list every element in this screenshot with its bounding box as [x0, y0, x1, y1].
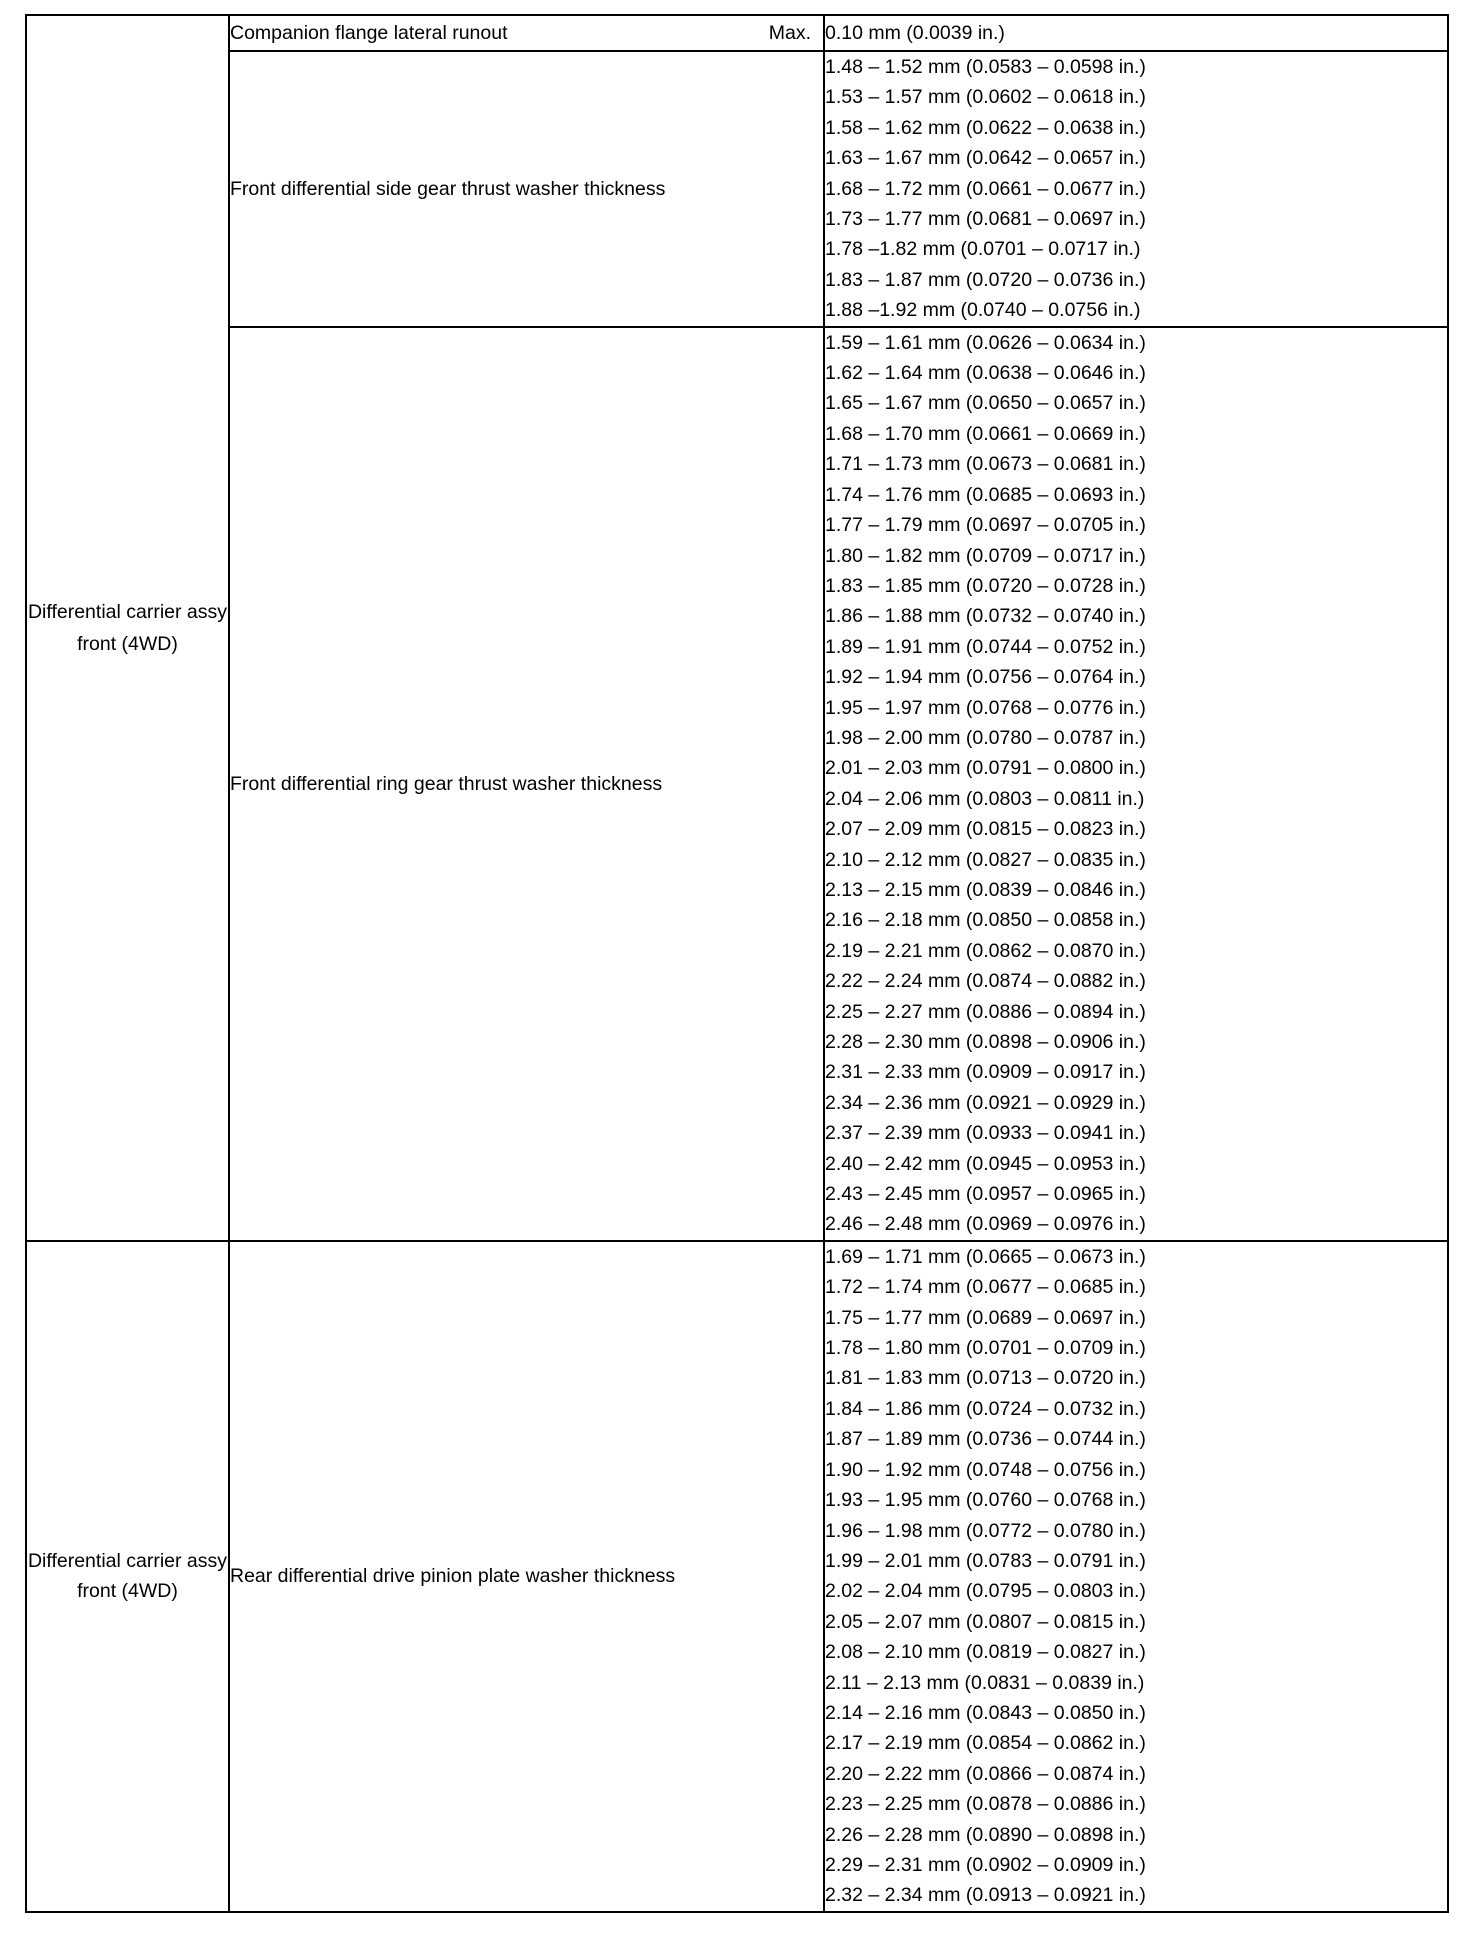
value-line: 1.53 – 1.57 mm (0.0602 – 0.0618 in.) [825, 86, 1146, 109]
component-cell: Differential carrier assy front (4WD) [26, 1241, 229, 1912]
value-line: 2.16 – 2.18 mm (0.0850 – 0.0858 in.) [825, 909, 1146, 932]
value-line: 1.48 – 1.52 mm (0.0583 – 0.0598 in.) [825, 56, 1146, 78]
item-qualifier: Max. [768, 22, 811, 44]
value-line: 2.46 – 2.48 mm (0.0969 – 0.0976 in.) [825, 1213, 1146, 1236]
item-label: Companion flange lateral runout [230, 22, 508, 44]
table-row [26, 327, 1448, 1241]
value-line: 2.07 – 2.09 mm (0.0815 – 0.0823 in.) [825, 818, 1146, 841]
value-line: 2.13 – 2.15 mm (0.0839 – 0.0846 in.) [825, 878, 1146, 901]
value-line: 1.68 – 1.70 mm (0.0661 – 0.0669 in.) [825, 422, 1146, 445]
value-line: 2.01 – 2.03 mm (0.0791 – 0.0800 in.) [825, 757, 1146, 780]
value-line: 2.23 – 2.25 mm (0.0878 – 0.0886 in.) [825, 1793, 1146, 1816]
value-line: 1.62 – 1.64 mm (0.0638 – 0.0646 in.) [825, 362, 1146, 385]
value-line: 2.31 – 2.33 mm (0.0909 – 0.0917 in.) [825, 1061, 1146, 1084]
table-row [26, 1241, 1448, 1912]
item-cell: Rear differential drive pinion plate washer thickness [229, 1241, 824, 1912]
value-line: 2.32 – 2.34 mm (0.0913 – 0.0921 in.) [825, 1884, 1146, 1907]
value-line: 1.69 – 1.71 mm (0.0665 – 0.0673 in.) [825, 1245, 1146, 1268]
value-line: 2.11 – 2.13 mm (0.0831 – 0.0839 in.) [825, 1671, 1145, 1694]
item-cell: Front differential side gear thrust washer thickness [229, 51, 824, 327]
value-line: 2.40 – 2.42 mm (0.0945 – 0.0953 in.) [825, 1152, 1146, 1175]
value-line: 1.95 – 1.97 mm (0.0768 – 0.0776 in.) [825, 696, 1146, 719]
table-row [26, 51, 1448, 327]
value-line: 2.20 – 2.22 mm (0.0866 – 0.0874 in.) [825, 1762, 1146, 1785]
value-line: 1.78 – 1.80 mm (0.0701 – 0.0709 in.) [825, 1337, 1146, 1360]
value-line: 2.25 – 2.27 mm (0.0886 – 0.0894 in.) [825, 1000, 1146, 1023]
value-line: 2.08 – 2.10 mm (0.0819 – 0.0827 in.) [825, 1641, 1146, 1664]
value-line: 2.17 – 2.19 mm (0.0854 – 0.0862 in.) [825, 1732, 1146, 1755]
value-line: 1.74 – 1.76 mm (0.0685 – 0.0693 in.) [825, 483, 1146, 506]
value-line: 1.98 – 2.00 mm (0.0780 – 0.0787 in.) [825, 726, 1146, 749]
value-line: 1.86 – 1.88 mm (0.0732 – 0.0740 in.) [825, 605, 1146, 628]
table-row [26, 15, 1448, 51]
value-line: 1.75 – 1.77 mm (0.0689 – 0.0697 in.) [825, 1306, 1146, 1329]
value-line: 1.89 – 1.91 mm (0.0744 – 0.0752 in.) [825, 635, 1146, 658]
value-line: 1.90 – 1.92 mm (0.0748 – 0.0756 in.) [825, 1458, 1146, 1481]
value-line: 1.84 – 1.86 mm (0.0724 – 0.0732 in.) [825, 1397, 1146, 1420]
component-cell: Differential carrier assy front (4WD) [26, 15, 229, 1241]
value-list [824, 51, 1448, 327]
value-line: 2.37 – 2.39 mm (0.0933 – 0.0941 in.) [825, 1122, 1146, 1145]
value-line: 1.72 – 1.74 mm (0.0677 – 0.0685 in.) [825, 1276, 1146, 1299]
value-line: 2.34 – 2.36 mm (0.0921 – 0.0929 in.) [825, 1091, 1146, 1114]
value-line: 2.29 – 2.31 mm (0.0902 – 0.0909 in.) [825, 1853, 1146, 1876]
value-line: 1.58 – 1.62 mm (0.0622 – 0.0638 in.) [825, 116, 1146, 139]
value-line: 1.83 – 1.87 mm (0.0720 – 0.0736 in.) [825, 268, 1146, 291]
value-line: 2.28 – 2.30 mm (0.0898 – 0.0906 in.) [825, 1031, 1146, 1053]
value-line: 1.81 – 1.83 mm (0.0713 – 0.0720 in.) [825, 1367, 1146, 1390]
value-line: 2.14 – 2.16 mm (0.0843 – 0.0850 in.) [825, 1701, 1146, 1724]
value-line: 1.92 – 1.94 mm (0.0756 – 0.0764 in.) [825, 666, 1146, 689]
value-line: 1.99 – 2.01 mm (0.0783 – 0.0791 in.) [825, 1549, 1146, 1572]
value-line: 1.65 – 1.67 mm (0.0650 – 0.0657 in.) [825, 392, 1146, 415]
value-line: 1.96 – 1.98 mm (0.0772 – 0.0780 in.) [825, 1519, 1146, 1542]
value-line: 1.80 – 1.82 mm (0.0709 – 0.0717 in.) [825, 544, 1146, 567]
value-list [824, 327, 1448, 1241]
specification-table [25, 14, 1449, 1913]
value-line: 1.71 – 1.73 mm (0.0673 – 0.0681 in.) [825, 453, 1146, 476]
value-line: 1.83 – 1.85 mm (0.0720 – 0.0728 in.) [825, 574, 1146, 597]
value-line: 2.02 – 2.04 mm (0.0795 – 0.0803 in.) [825, 1580, 1146, 1603]
value-line: 1.88 –1.92 mm (0.0740 – 0.0756 in.) [825, 299, 1141, 322]
value-line: 2.43 – 2.45 mm (0.0957 – 0.0965 in.) [825, 1183, 1146, 1206]
value-line: 1.59 – 1.61 mm (0.0626 – 0.0634 in.) [825, 331, 1146, 354]
value-line: 1.77 – 1.79 mm (0.0697 – 0.0705 in.) [825, 514, 1146, 537]
value-list [824, 1241, 1448, 1912]
value-line: 2.05 – 2.07 mm (0.0807 – 0.0815 in.) [825, 1610, 1146, 1633]
value-line: 2.10 – 2.12 mm (0.0827 – 0.0835 in.) [825, 848, 1146, 871]
value-line: 2.22 – 2.24 mm (0.0874 – 0.0882 in.) [825, 970, 1146, 993]
value-line: 1.78 –1.82 mm (0.0701 – 0.0717 in.) [825, 238, 1141, 261]
value-line: 1.63 – 1.67 mm (0.0642 – 0.0657 in.) [825, 147, 1146, 170]
item-cell [229, 15, 824, 51]
value-line: 1.68 – 1.72 mm (0.0661 – 0.0677 in.) [825, 177, 1146, 200]
value-line: 2.19 – 2.21 mm (0.0862 – 0.0870 in.) [825, 939, 1146, 962]
value-cell: 0.10 mm (0.0039 in.) [824, 15, 1448, 51]
value-line: 2.04 – 2.06 mm (0.0803 – 0.0811 in.) [825, 787, 1145, 810]
item-cell: Front differential ring gear thrust washer thickness [229, 327, 824, 1241]
value-line: 2.26 – 2.28 mm (0.0890 – 0.0898 in.) [825, 1823, 1146, 1846]
value-line: 1.87 – 1.89 mm (0.0736 – 0.0744 in.) [825, 1428, 1146, 1451]
value-line: 1.93 – 1.95 mm (0.0760 – 0.0768 in.) [825, 1489, 1146, 1512]
value-line: 1.73 – 1.77 mm (0.0681 – 0.0697 in.) [825, 208, 1146, 231]
